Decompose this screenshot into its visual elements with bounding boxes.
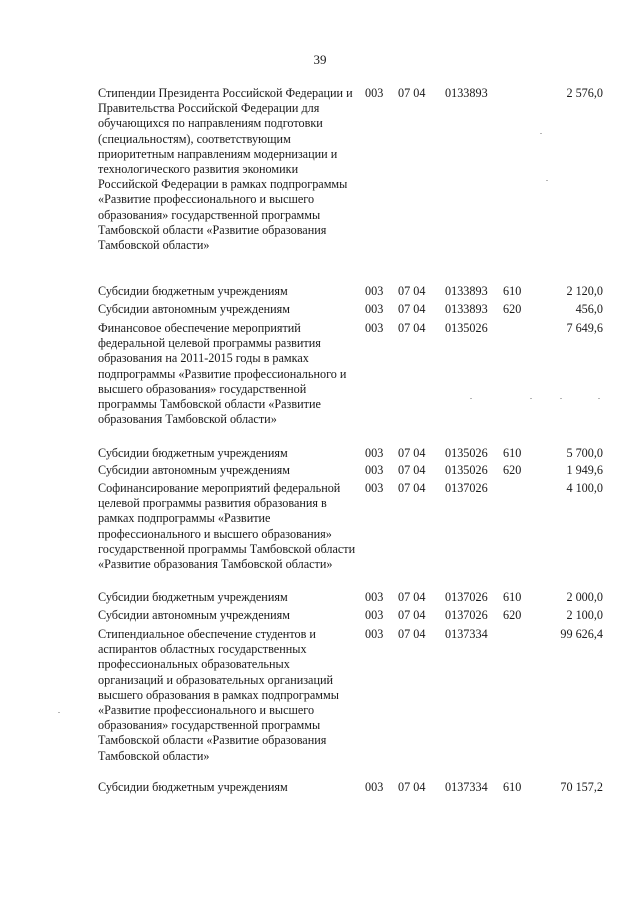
row-name: Стипендиальное обеспечение студентов и аспирантов областных государственных профессиональных образовательных организаций и образовательных организаций высшего образования в рамках подпрограммы «Развитие профессионального и высшего образования» государственной программы Тамбовской области «Развитие образования Тамбовской области» xyxy=(98,627,339,763)
scan-speck xyxy=(530,398,532,399)
row-name: Финансовое обеспечение мероприятий федеральной целевой программы развития образования на 2011-2015 годы в рамках подпрограммы «Развитие профессионального и высшего образования» государственной программы Тамбовской области «Развитие образования Тамбовской области» xyxy=(98,321,347,427)
scan-speck xyxy=(598,398,600,399)
row-expense-type: 610 xyxy=(503,590,522,604)
row-target-code: 0135026 xyxy=(445,463,488,477)
row-section-code: 07 04 xyxy=(398,302,426,316)
row-name: Софинансирование мероприятий федеральной целевой программы развития образования в рамках подпрограммы «Развитие профессионального и высшего образования» государственной программы Тамбовской области «Развитие образования Тамбовской области» xyxy=(98,481,356,572)
scan-speck xyxy=(540,133,542,134)
row-target-code: 0137334 xyxy=(445,780,488,794)
row-admin-code: 003 xyxy=(365,780,384,794)
row-target-code: 0133893 xyxy=(445,86,488,100)
row-target-code: 0133893 xyxy=(445,284,488,298)
scan-speck xyxy=(560,398,562,399)
row-name: Субсидии бюджетным учреждениям xyxy=(98,446,288,460)
row-section-code: 07 04 xyxy=(398,481,426,495)
row-section-code: 07 04 xyxy=(398,590,426,604)
row-sum: 2 000,0 xyxy=(566,590,603,604)
row-section-code: 07 04 xyxy=(398,321,426,335)
row-target-code: 0133893 xyxy=(445,302,488,316)
row-sum: 2 100,0 xyxy=(566,608,603,622)
row-name: Субсидии бюджетным учреждениям xyxy=(98,780,288,794)
row-name: Субсидии автономным учреждениям xyxy=(98,463,290,477)
row-sum: 456,0 xyxy=(575,302,603,316)
row-name: Субсидии автономным учреждениям xyxy=(98,608,290,622)
row-section-code: 07 04 xyxy=(398,627,426,641)
row-sum: 2 120,0 xyxy=(566,284,603,298)
row-sum: 2 576,0 xyxy=(566,86,603,100)
scan-speck xyxy=(470,398,472,399)
row-target-code: 0137026 xyxy=(445,590,488,604)
row-sum: 5 700,0 xyxy=(566,446,603,460)
row-admin-code: 003 xyxy=(365,302,384,316)
row-section-code: 07 04 xyxy=(398,608,426,622)
row-expense-type: 610 xyxy=(503,284,522,298)
row-expense-type: 620 xyxy=(503,302,522,316)
row-sum: 99 626,4 xyxy=(560,627,603,641)
row-section-code: 07 04 xyxy=(398,284,426,298)
row-name: Субсидии автономным учреждениям xyxy=(98,302,290,316)
row-target-code: 0137026 xyxy=(445,481,488,495)
row-admin-code: 003 xyxy=(365,463,384,477)
row-section-code: 07 04 xyxy=(398,780,426,794)
row-admin-code: 003 xyxy=(365,608,384,622)
row-section-code: 07 04 xyxy=(398,86,426,100)
row-sum: 4 100,0 xyxy=(566,481,603,495)
row-admin-code: 003 xyxy=(365,321,384,335)
row-sum: 70 157,2 xyxy=(560,780,603,794)
row-admin-code: 003 xyxy=(365,86,384,100)
scan-speck xyxy=(546,180,548,181)
row-admin-code: 003 xyxy=(365,481,384,495)
scan-speck xyxy=(58,712,60,713)
row-name: Субсидии бюджетным учреждениям xyxy=(98,284,288,298)
row-expense-type: 620 xyxy=(503,608,522,622)
row-target-code: 0137026 xyxy=(445,608,488,622)
row-section-code: 07 04 xyxy=(398,463,426,477)
row-admin-code: 003 xyxy=(365,627,384,641)
row-admin-code: 003 xyxy=(365,284,384,298)
row-admin-code: 003 xyxy=(365,446,384,460)
row-expense-type: 620 xyxy=(503,463,522,477)
row-name: Субсидии бюджетным учреждениям xyxy=(98,590,288,604)
row-expense-type: 610 xyxy=(503,446,522,460)
row-expense-type: 610 xyxy=(503,780,522,794)
row-sum: 1 949,6 xyxy=(566,463,603,477)
row-admin-code: 003 xyxy=(365,590,384,604)
row-target-code: 0135026 xyxy=(445,446,488,460)
row-sum: 7 649,6 xyxy=(566,321,603,335)
row-target-code: 0137334 xyxy=(445,627,488,641)
page-number: 39 xyxy=(313,52,327,67)
row-name: Стипендии Президента Российской Федерации и Правительства Российской Федерации для обучающихся по направлениям подготовки (специальностям), соответствующим приоритетным направлениям модернизации и технологического развития экономики Российской Федерации в рамках подпрограммы «Развитие профессионального и высшего образования» государственной программы Тамбовской области «Развитие образования Тамбовской области» xyxy=(98,86,353,253)
row-target-code: 0135026 xyxy=(445,321,488,335)
row-section-code: 07 04 xyxy=(398,446,426,460)
